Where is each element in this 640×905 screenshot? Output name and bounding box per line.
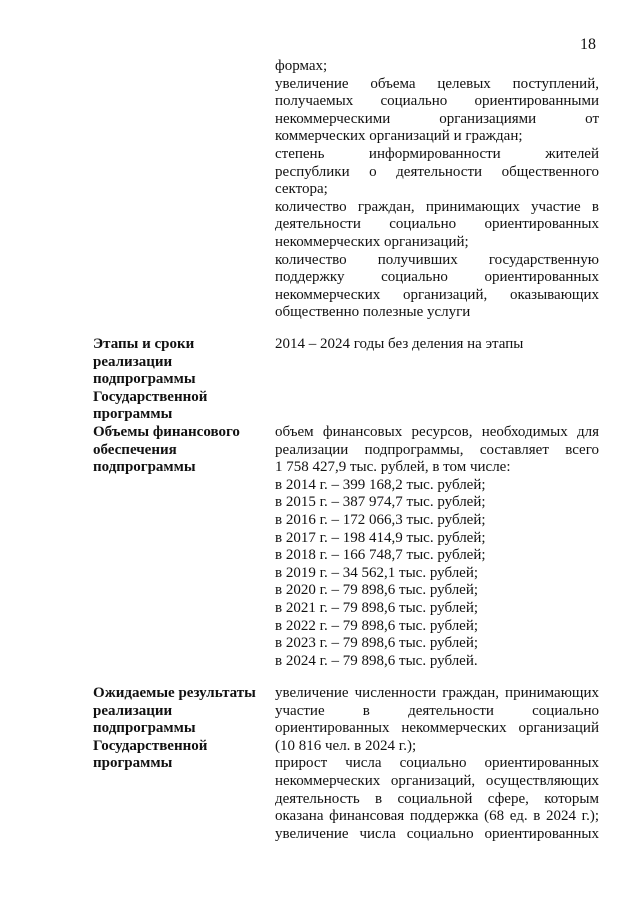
text-line: степень информированности жителей [275, 145, 599, 162]
finance-label [93, 424, 273, 477]
text-line: в 2014 г. – 399 168,2 тыс. рублей; [275, 476, 486, 493]
text-line: 2014 – 2024 годы без деления на этапы [275, 336, 524, 352]
label-line: подпрограммы [93, 371, 196, 388]
label-line: Этапы и сроки [93, 336, 195, 352]
text-line: прирост числа социально ориентированных [275, 755, 599, 772]
label-line: Объемы финансового [93, 424, 240, 440]
text-line: некоммерческих организаций, оказывающих [275, 286, 599, 303]
label-line: подпрограммы [93, 720, 196, 737]
text-line: в 2015 г. – 387 974,7 тыс. рублей; [275, 494, 486, 511]
indicators-continuation [275, 58, 599, 322]
label-line: Ожидаемые результаты [93, 685, 256, 701]
text-line: 1 758 427,9 тыс. рублей, в том числе: [275, 459, 511, 476]
text-line: в 2021 г. – 79 898,6 тыс. рублей; [275, 599, 479, 616]
text-line: ориентированных некоммерческих организаций [275, 720, 599, 737]
text-line: получаемых социально ориентированными [275, 93, 599, 110]
text-line: деятельность в социальной сфере, которым [275, 790, 599, 807]
text-line: в 2019 г. – 34 562,1 тыс. рублей; [275, 564, 479, 581]
label-line: Государственной [93, 737, 208, 754]
stages-value [275, 336, 599, 354]
text-line: некоммерческими организациями от [275, 110, 599, 127]
text-line: некоммерческих организаций, осуществляющих [275, 772, 599, 789]
label-line: обеспечения [93, 441, 177, 458]
text-line: реализации подпрограммы, составляет всего [275, 441, 599, 458]
text-line: увеличение объема целевых поступлений, [275, 75, 599, 92]
label-line: подпрограммы [93, 459, 196, 476]
text-line: поддержку социально ориентированных [275, 269, 599, 286]
text-line: общественно полезные услуги [275, 304, 471, 321]
label-line: программы [93, 406, 173, 423]
label-line: программы [93, 755, 173, 772]
text-line: сектора; [275, 181, 328, 198]
finance-value [275, 424, 599, 670]
text-line: в 2024 г. – 79 898,6 тыс. рублей. [275, 652, 478, 669]
text-line: количество граждан, принимающих участие в [275, 198, 599, 215]
text-line: участие в деятельности социально [275, 702, 599, 719]
label-line: Государственной [93, 388, 208, 405]
text-line: увеличение численности граждан, принимающих [275, 685, 599, 701]
stages-label [93, 336, 273, 424]
text-line: в 2017 г. – 198 414,9 тыс. рублей; [275, 529, 486, 546]
text-line: деятельности социально ориентированных [275, 216, 599, 233]
text-line: в 2022 г. – 79 898,6 тыс. рублей; [275, 617, 479, 634]
text-line: в 2023 г. – 79 898,6 тыс. рублей; [275, 635, 479, 652]
label-line: реализации [93, 353, 173, 370]
text-line: некоммерческих организаций; [275, 233, 469, 250]
text-line: в 2020 г. – 79 898,6 тыс. рублей; [275, 582, 479, 599]
text-line: формах; [275, 58, 328, 74]
text-line: увеличение числа социально ориентированных [275, 825, 599, 842]
text-line: (10 816 чел. в 2024 г.); [275, 737, 417, 754]
text-line: республики о деятельности общественного [275, 163, 599, 180]
text-line: в 2016 г. – 172 066,3 тыс. рублей; [275, 511, 486, 528]
text-line: коммерческих организаций и граждан; [275, 128, 523, 145]
page-number: 18 [580, 36, 596, 53]
label-line: реализации [93, 702, 173, 719]
results-value [275, 685, 599, 843]
results-label [93, 685, 273, 773]
text-line: в 2018 г. – 166 748,7 тыс. рублей; [275, 547, 486, 564]
text-line: объем финансовых ресурсов, необходимых для [275, 424, 599, 440]
text-line: количество получивших государственную [275, 251, 599, 268]
text-line: оказана финансовая поддержка (68 ед. в 2024 г.); [275, 808, 599, 825]
